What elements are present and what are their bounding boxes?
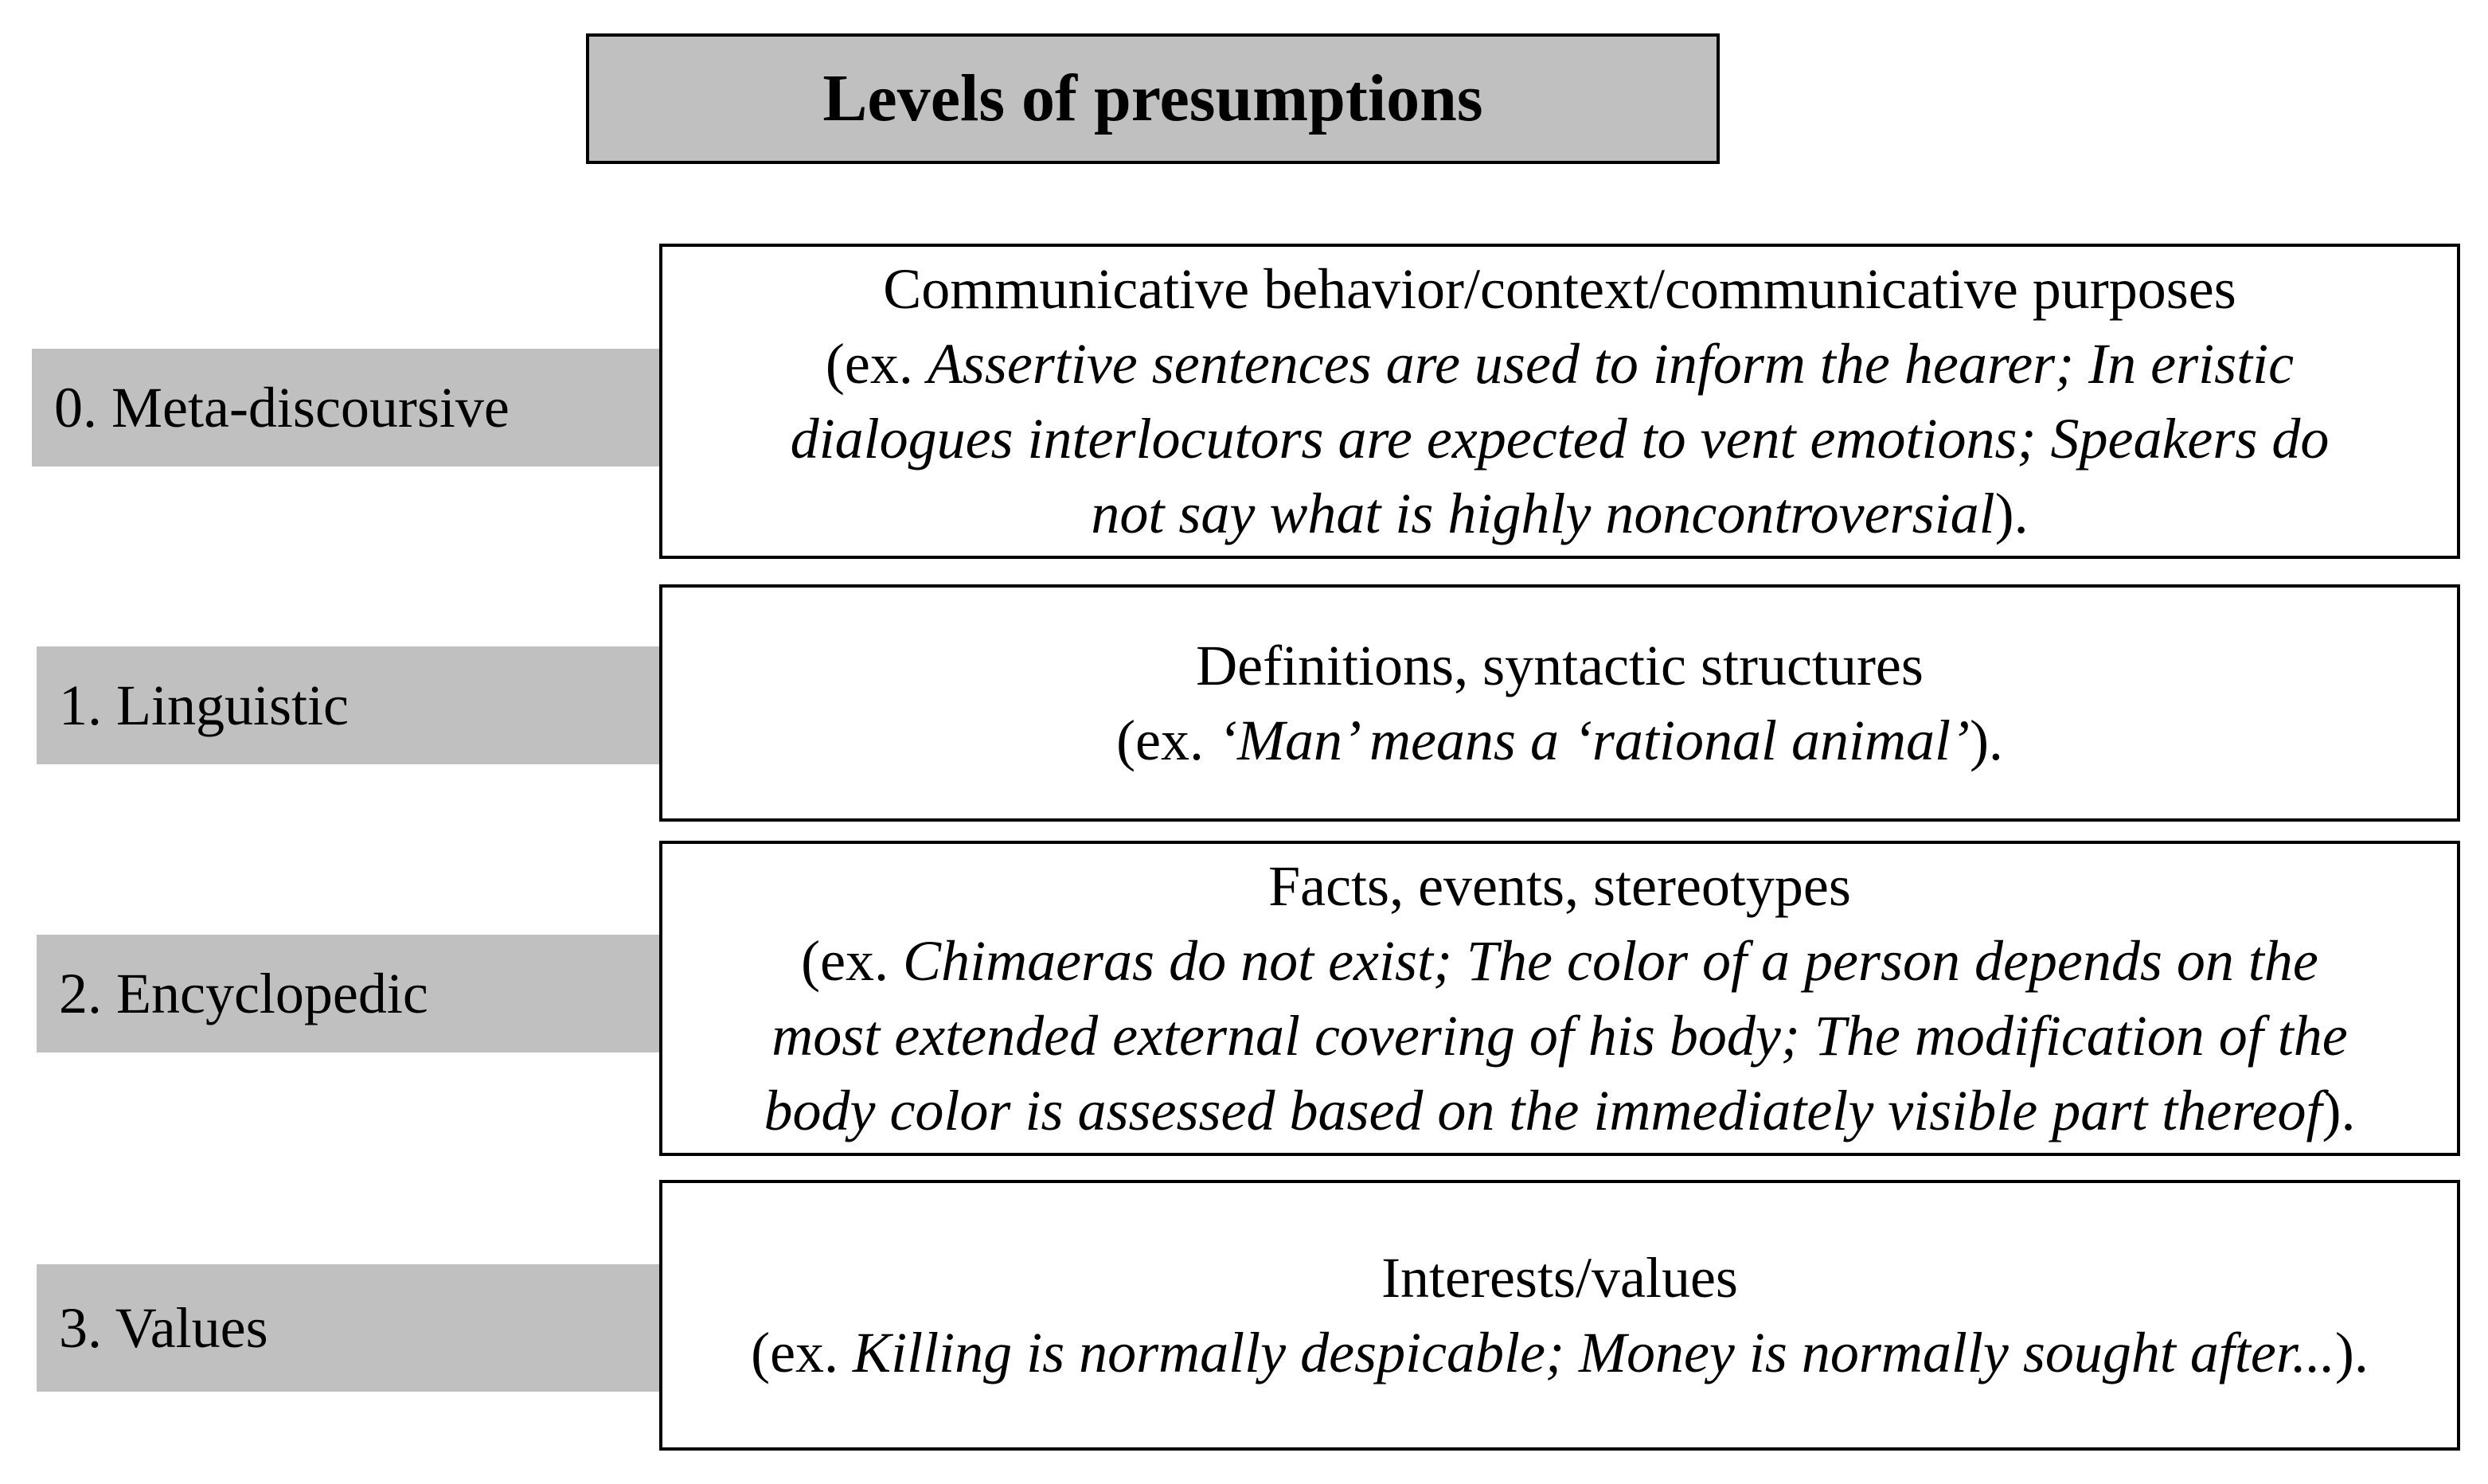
example-line: most extended external covering of his body; The modification of the: [771, 1004, 2348, 1068]
diagram-title: Levels of presumptions: [822, 61, 1483, 135]
level-box-linguistic: [659, 584, 2460, 822]
example-line: (ex. Chimaeras do not exist; The color of a person depends on the: [801, 929, 2318, 993]
title-box: [586, 33, 1720, 164]
level-label-values: [37, 1264, 659, 1392]
example-line: not say what is highly noncontroversial).: [1091, 482, 2029, 545]
level-heading: Interests/values: [1381, 1246, 1738, 1310]
level-label-text: 1. Linguistic: [59, 673, 349, 737]
level-heading: Facts, events, stereotypes: [1268, 854, 1851, 918]
example-line: body color is assessed based on the immediately visible part thereof).: [764, 1079, 2356, 1142]
level-label-text: 0. Meta-discoursive: [54, 375, 510, 439]
level-box-meta-discoursive: [659, 244, 2460, 559]
level-heading: Communicative behavior/context/communicative purposes: [883, 257, 2236, 321]
level-box-encyclopedic: [659, 841, 2460, 1156]
level-label-text: 2. Encyclopedic: [59, 961, 428, 1025]
level-label-linguistic: [37, 646, 659, 764]
level-heading: Definitions, syntactic structures: [1196, 634, 1924, 697]
level-label-encyclopedic: [37, 935, 659, 1052]
example-line: (ex. ‘Man’ means a ‘rational animal’).: [1116, 709, 2003, 772]
level-label-meta-discoursive: [32, 349, 659, 467]
example-line: (ex. Assertive sentences are used to inform the hearer; In eristic: [825, 332, 2295, 396]
level-box-values: [659, 1180, 2460, 1451]
level-label-text: 3. Values: [59, 1295, 268, 1360]
example-line: (ex. Killing is normally despicable; Money is normally sought after...).: [751, 1321, 2369, 1384]
example-line: dialogues interlocutors are expected to vent emotions; Speakers do: [790, 407, 2330, 471]
